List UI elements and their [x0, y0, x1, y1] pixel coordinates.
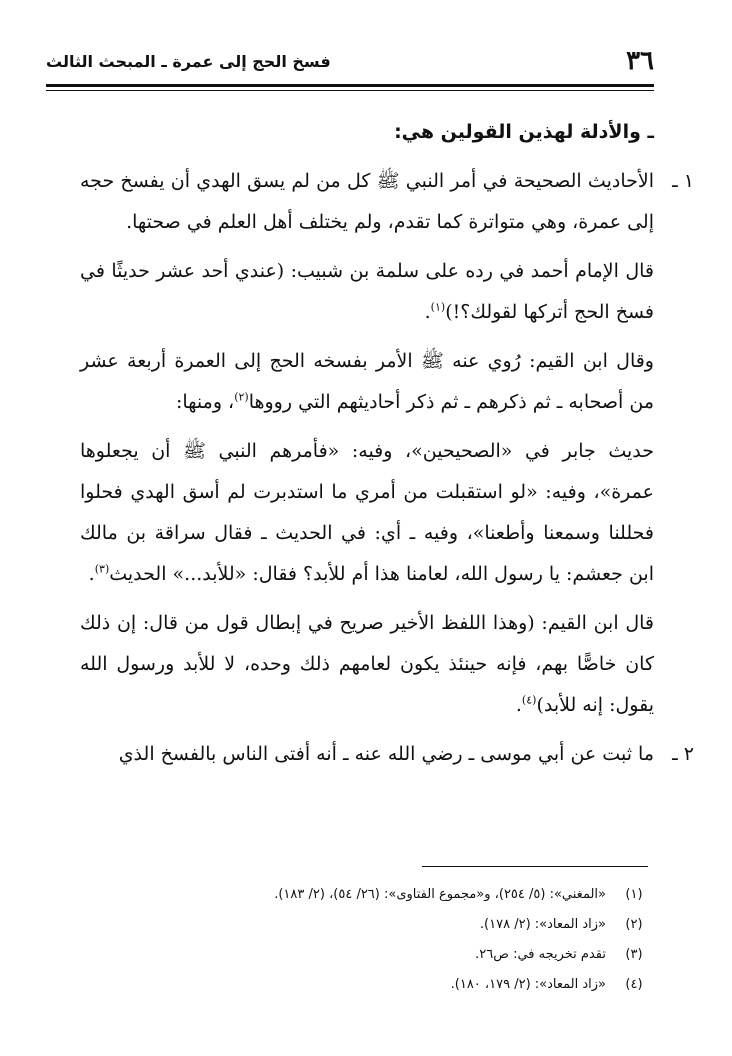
section-heading: ـ والأدلة لهذين القولين هي:	[394, 121, 654, 143]
footnotes	[80, 880, 646, 1000]
item-number: ٢ ـ	[672, 743, 694, 765]
paragraph-end: .	[88, 563, 95, 585]
main-text	[80, 112, 694, 783]
footnote-4	[80, 970, 646, 1000]
paragraph-jabir	[80, 431, 654, 595]
list-item-2	[80, 734, 694, 775]
footnote-number: (٤)	[625, 977, 643, 992]
paragraph-ahmad	[80, 251, 654, 333]
running-title: فسخ الحج إلى عمرة ـ المبحث الثالث	[46, 51, 331, 71]
paragraph-end: .	[424, 301, 431, 323]
paragraph-text: وقال ابن القيم: رُوي عنه ﷺ الأمر بفسخه الحج إلى العمرة أربعة عشر من أصحابه ـ ثم ذكرهم ـ ثم ذكر أحاديثهم التي رووها	[80, 350, 654, 413]
footnote-number: (٣)	[625, 947, 643, 962]
footnote-number: (٢)	[625, 917, 643, 932]
footnote-text: «زاد المعاد»: (٢/ ١٧٩، ١٨٠).	[450, 977, 606, 992]
paragraph-text: قال الإمام أحمد في رده على سلمة بن شبيب: (عندي أحد عشر حديثًا في فسخ الحج أتركها لقولك؟!)	[80, 260, 654, 323]
footnote-1	[80, 880, 646, 910]
footnote-number: (١)	[625, 887, 643, 902]
footnote-2	[80, 910, 646, 940]
paragraph-qayyim-1	[80, 341, 654, 423]
paragraph-end: .	[515, 694, 522, 716]
footnote-text: «زاد المعاد»: (٢/ ١٧٨).	[479, 917, 606, 932]
paragraph-text: حديث جابر في «الصحيحين»، وفيه: «فأمرهم النبي ﷺ أن يجعلوها عمرة»، وفيه: «لو استقبلت من أمري ما استدبرت لم أسق الهدي فحلوا فحللنا وسمعنا وأطعنا»، وفيه ـ أي: في الحديث ـ فقال سراقة بن مالك ابن جعشم: يا رسول الله، لعامنا هذا أم للأبد؟ فقال: «للأبد...» الحديث	[80, 440, 654, 585]
header-rule-thick	[46, 84, 654, 87]
paragraph-text: قال ابن القيم: (وهذا اللفظ الأخير صريح في إبطال قول من قال: إن ذلك كان خاصًّا بهم، فإنه حينئذ يكون لعامهم ذلك وحده، لا للأبد ورسول الله يقول: إنه للأبد)	[80, 612, 654, 716]
list-item-1	[80, 161, 694, 243]
paragraph-end: ، ومنها:	[175, 391, 235, 413]
page-number: ٣٦	[626, 46, 654, 76]
item-text: الأحاديث الصحيحة في أمر النبي ﷺ كل من لم يسق الهدي أن يفسخ حجه إلى عمرة، وهي متواترة كما تقدم، ولم يختلف أهل العلم في صحتها.	[80, 170, 654, 233]
footnote-text: تقدم تخريجه في: ص٢٦.	[475, 947, 606, 962]
footnote-ref: (٢)	[234, 390, 249, 404]
paragraph-qayyim-2	[80, 603, 654, 726]
item-text: ما ثبت عن أبي موسى ـ رضي الله عنه ـ أنه أفتى الناس بالفسخ الذي	[118, 743, 654, 765]
footnote-text: «المغني»: (٥/ ٢٥٤)، و«مجموع الفتاوى»: (٢٦/ ٥٤)، (٢/ ١٨٣).	[274, 887, 606, 902]
header-rule-thin	[46, 90, 654, 91]
footnote-ref: (٤)	[521, 693, 537, 707]
footnote-ref: (٣)	[94, 562, 110, 576]
footnote-3	[80, 940, 646, 970]
item-number: ١ ـ	[672, 170, 694, 192]
footnote-ref: (١)	[430, 300, 446, 314]
page-header	[46, 44, 654, 78]
footnote-separator	[422, 866, 648, 867]
